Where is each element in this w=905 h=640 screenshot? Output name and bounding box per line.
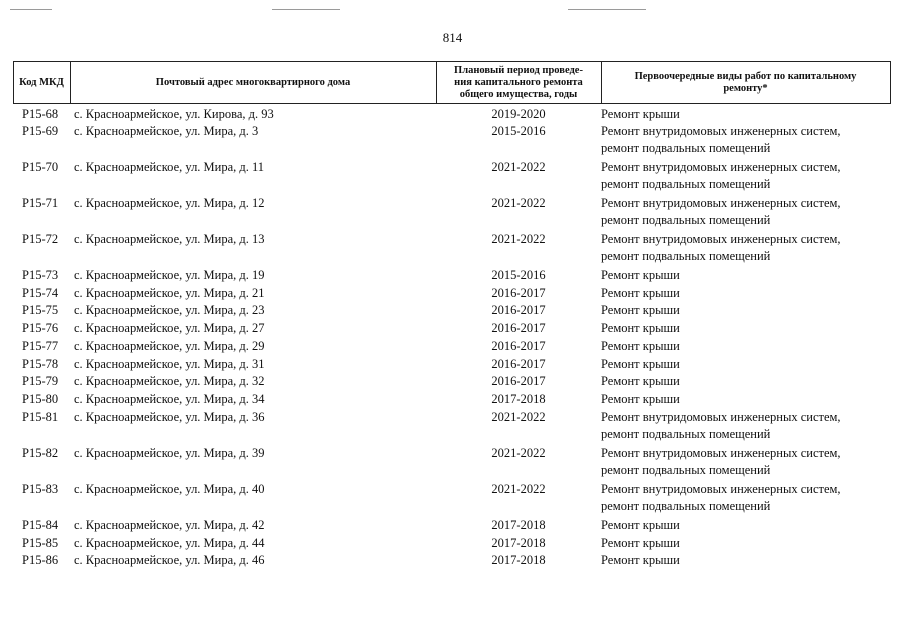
- cell-period: 2021-2022: [491, 196, 546, 210]
- cell-period: 2021-2022: [491, 160, 546, 174]
- header-works: Первоочередные виды работ по капитальному ремонту*: [634, 70, 857, 94]
- cell-works: Ремонт внутридомовых инженерных систем, ремонт подвальных помещений: [601, 160, 841, 191]
- cell-period: 2015-2016: [491, 124, 546, 138]
- cell-address: с. Красноармейское, ул. Мира, д. 46: [74, 553, 265, 567]
- cell-period: 2016-2017: [491, 286, 546, 300]
- cell-period: 2021-2022: [491, 410, 546, 424]
- cell-works: Ремонт крыши: [601, 268, 680, 282]
- cell-code: Р15-77: [22, 339, 59, 353]
- cell-address: с. Красноармейское, ул. Мира, д. 27: [74, 321, 265, 335]
- cell-address: с. Красноармейское, ул. Мира, д. 23: [74, 303, 265, 317]
- scan-artifact: [10, 9, 52, 10]
- cell-period: 2016-2017: [491, 321, 546, 335]
- header-address: Почтовый адрес многоквартирного дома: [155, 76, 351, 88]
- cell-code: Р15-84: [22, 518, 59, 532]
- cell-code: Р15-74: [22, 286, 59, 300]
- cell-works: Ремонт крыши: [601, 107, 680, 121]
- cell-works: Ремонт крыши: [601, 339, 680, 353]
- cell-code: Р15-81: [22, 410, 59, 424]
- cell-works: Ремонт крыши: [601, 303, 680, 317]
- cell-period: 2015-2016: [491, 268, 546, 282]
- cell-code: Р15-68: [22, 107, 59, 121]
- cell-code: Р15-70: [22, 160, 59, 174]
- cell-period: 2016-2017: [491, 303, 546, 317]
- cell-period: 2016-2017: [491, 374, 546, 388]
- cell-period: 2017-2018: [491, 553, 546, 567]
- cell-works: Ремонт крыши: [601, 553, 680, 567]
- cell-period: 2017-2018: [491, 518, 546, 532]
- cell-period: 2021-2022: [491, 232, 546, 246]
- cell-code: Р15-82: [22, 446, 59, 460]
- cell-works: Ремонт внутридомовых инженерных систем, ремонт подвальных помещений: [601, 410, 841, 441]
- cell-code: Р15-71: [22, 196, 59, 210]
- cell-period: 2017-2018: [491, 536, 546, 550]
- cell-works: Ремонт крыши: [601, 286, 680, 300]
- cell-address: с. Красноармейское, ул. Мира, д. 31: [74, 357, 265, 371]
- header-period: Плановый период проведе- ния капитального ремонта общего имущества, годы: [454, 64, 583, 100]
- cell-period: 2021-2022: [491, 446, 546, 460]
- cell-code: Р15-83: [22, 482, 59, 496]
- cell-code: Р15-78: [22, 357, 59, 371]
- scan-artifact: [272, 9, 340, 10]
- cell-address: с. Красноармейское, ул. Мира, д. 21: [74, 286, 265, 300]
- cell-address: с. Красноармейское, ул. Мира, д. 40: [74, 482, 265, 496]
- cell-period: 2017-2018: [491, 392, 546, 406]
- cell-address: с. Красноармейское, ул. Кирова, д. 93: [74, 107, 274, 121]
- cell-address: с. Красноармейское, ул. Мира, д. 36: [74, 410, 265, 424]
- cell-period: 2019-2020: [491, 107, 546, 121]
- cell-code: Р15-76: [22, 321, 59, 335]
- cell-address: с. Красноармейское, ул. Мира, д. 42: [74, 518, 265, 532]
- cell-code: Р15-73: [22, 268, 59, 282]
- cell-address: с. Красноармейское, ул. Мира, д. 13: [74, 232, 265, 246]
- cell-code: Р15-75: [22, 303, 59, 317]
- cell-period: 2021-2022: [491, 482, 546, 496]
- cell-address: с. Красноармейское, ул. Мира, д. 44: [74, 536, 265, 550]
- scan-artifact: [568, 9, 646, 10]
- header-code: Код МКД: [19, 76, 64, 88]
- cell-address: с. Красноармейское, ул. Мира, д. 29: [74, 339, 265, 353]
- cell-address: с. Красноармейское, ул. Мира, д. 19: [74, 268, 265, 282]
- cell-works: Ремонт крыши: [601, 536, 680, 550]
- cell-code: Р15-85: [22, 536, 59, 550]
- cell-works: Ремонт внутридомовых инженерных систем, ремонт подвальных помещений: [601, 446, 841, 477]
- page-number: 814: [442, 30, 463, 45]
- cell-code: Р15-72: [22, 232, 59, 246]
- cell-works: Ремонт внутридомовых инженерных систем, ремонт подвальных помещений: [601, 482, 841, 513]
- cell-works: Ремонт внутридомовых инженерных систем, ремонт подвальных помещений: [601, 196, 841, 227]
- cell-works: Ремонт крыши: [601, 374, 680, 388]
- cell-works: Ремонт крыши: [601, 392, 680, 406]
- cell-address: с. Красноармейское, ул. Мира, д. 11: [74, 160, 265, 174]
- cell-code: Р15-79: [22, 374, 59, 388]
- cell-address: с. Красноармейское, ул. Мира, д. 12: [74, 196, 265, 210]
- cell-works: Ремонт крыши: [601, 518, 680, 532]
- cell-address: с. Красноармейское, ул. Мира, д. 32: [74, 374, 265, 388]
- cell-address: с. Красноармейское, ул. Мира, д. 3: [74, 124, 259, 138]
- cell-period: 2016-2017: [491, 357, 546, 371]
- column-divider: [890, 61, 891, 104]
- cell-works: Ремонт крыши: [601, 321, 680, 335]
- cell-code: Р15-69: [22, 124, 59, 138]
- cell-code: Р15-86: [22, 553, 59, 567]
- cell-address: с. Красноармейское, ул. Мира, д. 34: [74, 392, 265, 406]
- cell-works: Ремонт внутридомовых инженерных систем, ремонт подвальных помещений: [601, 124, 841, 155]
- cell-works: Ремонт внутридомовых инженерных систем, ремонт подвальных помещений: [601, 232, 841, 263]
- cell-address: с. Красноармейское, ул. Мира, д. 39: [74, 446, 265, 460]
- cell-code: Р15-80: [22, 392, 59, 406]
- cell-period: 2016-2017: [491, 339, 546, 353]
- cell-works: Ремонт крыши: [601, 357, 680, 371]
